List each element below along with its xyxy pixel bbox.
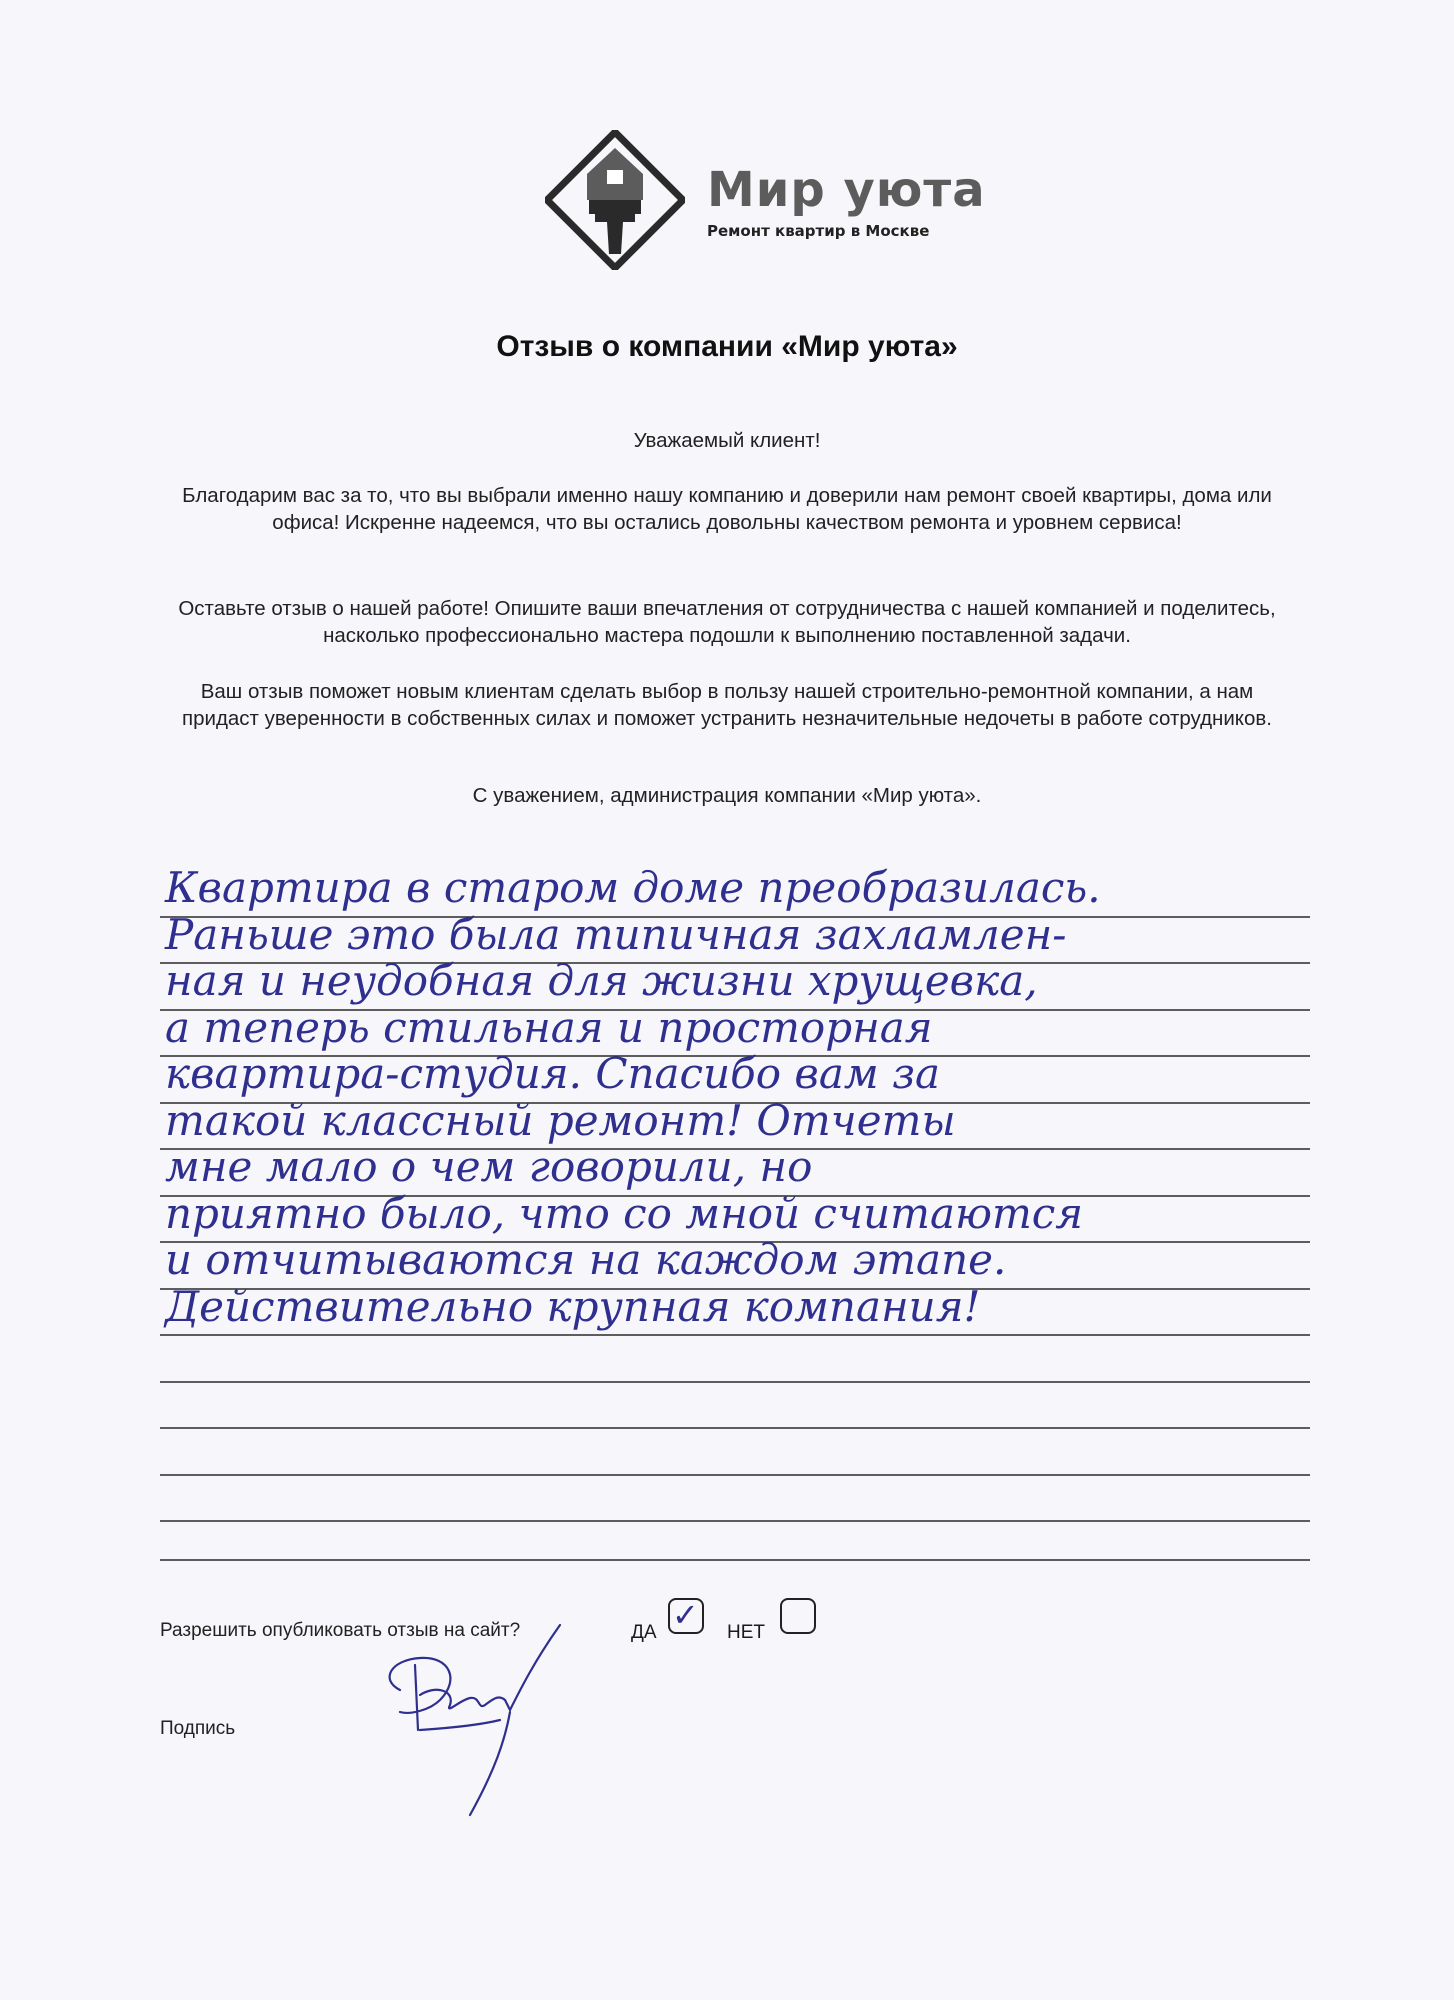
yes-label: ДА (631, 1622, 657, 1643)
signoff: С уважением, администрация компании «Мир уюта». (472, 784, 982, 807)
handwritten-review (165, 865, 1415, 1330)
review-line: ная и неудобная для жизни хрущевка, (165, 956, 1038, 1005)
review-line: а теперь стильная и просторная (165, 1002, 933, 1052)
brand-name: Мир уюта (707, 162, 986, 218)
no-label: НЕТ (727, 1622, 765, 1643)
paragraph-benefit: Ваш отзыв поможет новым клиентам сделать выбор в пользу нашей строительно-ремонтной компании, а нам придаст уверенности в собственных силах и поможет устранить незначительные недочеты в работе сотрудников. (181, 680, 1272, 730)
publish-question: Разрешить опубликовать отзыв на сайт? (160, 1620, 521, 1641)
review-line: такой классный ремонт! Отчеты (165, 1095, 956, 1145)
review-line: Квартира в старом доме преобразилась. (165, 863, 1101, 912)
paragraph-thanks: Благодарим вас за то, что вы выбрали именно нашу компанию и доверили нам ремонт своей квартиры, дома или офиса! Искренне надеемся, что вы остались довольны качеством ремонта и уровнем сервиса! (182, 484, 1272, 534)
review-line: квартира-студия. Спасибо вам за (165, 1049, 941, 1098)
paragraph-request: Оставьте отзыв о нашей работе! Опишите ваши впечатления от сотрудничества с нашей компанией и поделитесь, насколько профессионально мастера подошли к выполнению поставленной задачи. (178, 597, 1276, 647)
brand-tagline: Ремонт квартир в Москве (707, 222, 930, 240)
handwritten-signature (360, 1620, 620, 1820)
review-line: мне мало о чем говорили, но (165, 1142, 813, 1191)
review-line: Действительно крупная компания! (165, 1281, 981, 1331)
publish-no-checkbox[interactable] (780, 1598, 816, 1634)
review-line: и отчитываются на каждом этапе. (165, 1235, 1007, 1284)
page-title: Отзыв о компании «Мир уюта» (496, 330, 958, 363)
check-mark-icon: ✓ (672, 1596, 699, 1634)
review-line: приятно было, что со мной считаются (165, 1188, 1084, 1238)
signature-label: Подпись (160, 1718, 236, 1739)
greeting: Уважаемый клиент! (633, 429, 821, 452)
review-line: Раньше это была типичная захламлен- (165, 909, 1067, 959)
